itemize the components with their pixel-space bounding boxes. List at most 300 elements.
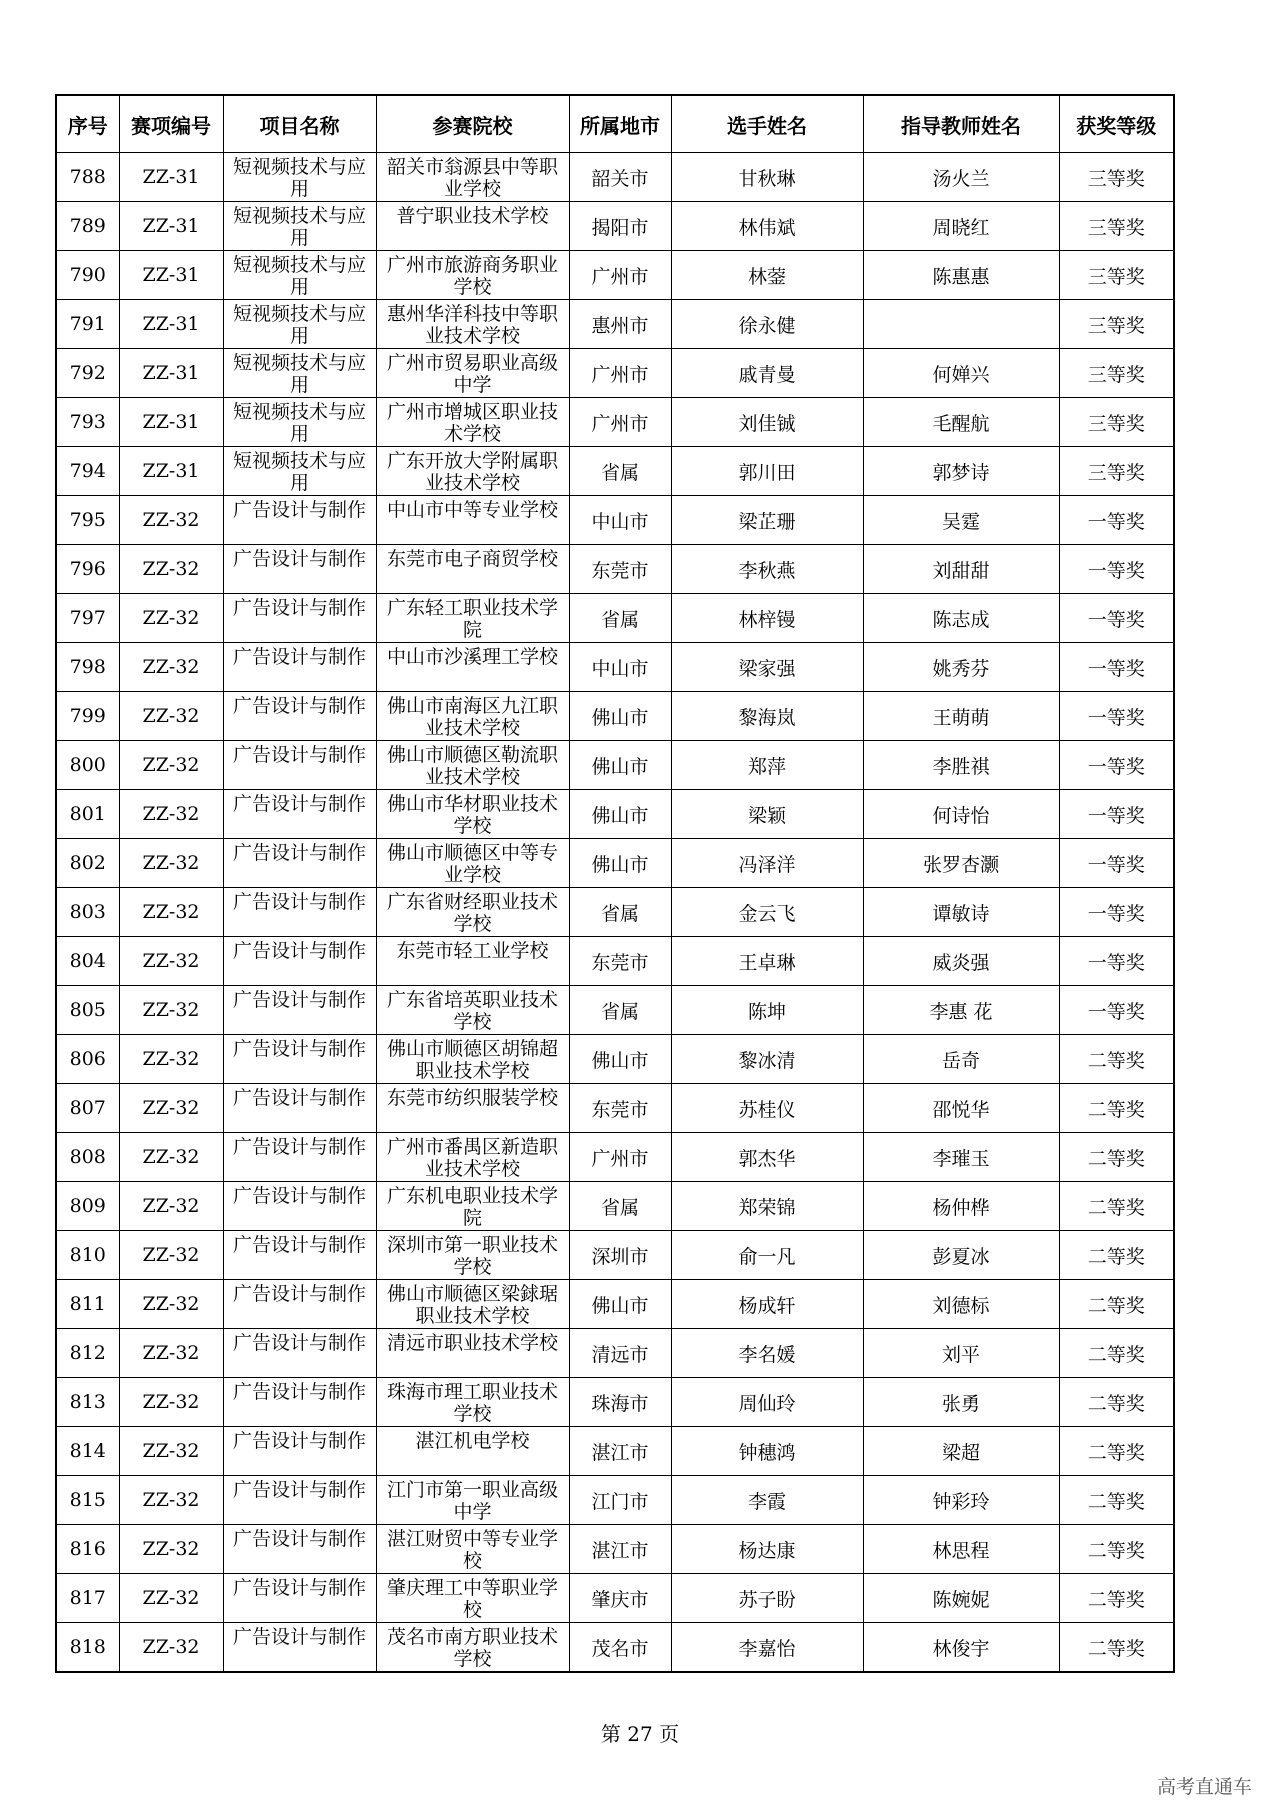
cell-event-code: ZZ-32	[119, 1574, 223, 1623]
cell-index: 810	[56, 1231, 119, 1280]
cell-award: 一等奖	[1059, 741, 1174, 790]
cell-school-text: 湛江财贸中等专业学校	[386, 1527, 558, 1572]
cell-teacher: 刘平	[863, 1329, 1059, 1378]
cell-teacher: 李惠 花	[863, 986, 1059, 1035]
cell-event-code: ZZ-32	[119, 1035, 223, 1084]
cell-award: 一等奖	[1059, 790, 1174, 839]
cell-teacher: 陈志成	[863, 594, 1059, 643]
cell-event-code: ZZ-32	[119, 1378, 223, 1427]
cell-event-name-text: 广告设计与制作	[232, 841, 366, 864]
cell-award: 二等奖	[1059, 1084, 1174, 1133]
header-row	[56, 95, 1174, 153]
cell-school	[376, 1525, 569, 1574]
cell-school-text: 江门市第一职业高级中学	[386, 1478, 558, 1523]
cell-event-name	[223, 202, 376, 251]
cell-event-code: ZZ-32	[119, 594, 223, 643]
cell-contestant: 李名媛	[671, 1329, 863, 1378]
cell-event-name-text: 广告设计与制作	[232, 1184, 366, 1207]
cell-event-name-text: 广告设计与制作	[232, 1478, 366, 1501]
cell-award: 一等奖	[1059, 986, 1174, 1035]
cell-teacher: 刘德标	[863, 1280, 1059, 1329]
cell-school-text: 佛山市顺德区梁銶琚职业技术学校	[386, 1282, 558, 1327]
cell-city: 佛山市	[569, 1280, 671, 1329]
cell-event-code: ZZ-32	[119, 692, 223, 741]
cell-school-text: 中山市沙溪理工学校	[386, 645, 558, 668]
cell-award: 二等奖	[1059, 1231, 1174, 1280]
cell-school-text: 广州市旅游商务职业学校	[386, 253, 558, 298]
cell-index: 792	[56, 349, 119, 398]
cell-teacher: 何婵兴	[863, 349, 1059, 398]
cell-event-code: ZZ-32	[119, 888, 223, 937]
cell-city: 湛江市	[569, 1427, 671, 1476]
cell-teacher: 张勇	[863, 1378, 1059, 1427]
cell-school	[376, 1035, 569, 1084]
cell-event-name-text: 广告设计与制作	[232, 1429, 366, 1452]
table-row	[56, 300, 1174, 349]
cell-index: 808	[56, 1133, 119, 1182]
cell-teacher: 邵悦华	[863, 1084, 1059, 1133]
cell-city: 惠州市	[569, 300, 671, 349]
cell-event-code: ZZ-32	[119, 1133, 223, 1182]
cell-contestant: 陈坤	[671, 986, 863, 1035]
cell-teacher: 林思程	[863, 1525, 1059, 1574]
cell-event-code: ZZ-32	[119, 937, 223, 986]
table-row	[56, 1378, 1174, 1427]
table-row	[56, 202, 1174, 251]
cell-index: 816	[56, 1525, 119, 1574]
cell-event-name-text: 广告设计与制作	[232, 939, 366, 962]
cell-city: 江门市	[569, 1476, 671, 1525]
cell-event-name-text: 广告设计与制作	[232, 1625, 366, 1648]
cell-event-name	[223, 1476, 376, 1525]
cell-city: 广州市	[569, 1133, 671, 1182]
table-header	[56, 95, 1174, 153]
cell-event-code: ZZ-32	[119, 1084, 223, 1133]
cell-contestant: 周仙玲	[671, 1378, 863, 1427]
cell-event-code: ZZ-32	[119, 1280, 223, 1329]
table-row	[56, 496, 1174, 545]
table-row	[56, 888, 1174, 937]
cell-school	[376, 888, 569, 937]
cell-event-code: ZZ-32	[119, 1182, 223, 1231]
cell-teacher: 姚秀芬	[863, 643, 1059, 692]
cell-teacher: 汤火兰	[863, 153, 1059, 202]
cell-city: 东莞市	[569, 937, 671, 986]
cell-event-code: ZZ-31	[119, 251, 223, 300]
cell-teacher: 王萌萌	[863, 692, 1059, 741]
cell-contestant: 徐永健	[671, 300, 863, 349]
cell-teacher: 刘甜甜	[863, 545, 1059, 594]
cell-school-text: 肇庆理工中等职业学校	[386, 1576, 558, 1621]
cell-contestant: 梁家强	[671, 643, 863, 692]
cell-event-code: ZZ-31	[119, 447, 223, 496]
cell-event-code: ZZ-32	[119, 545, 223, 594]
cell-index: 803	[56, 888, 119, 937]
cell-event-name	[223, 398, 376, 447]
cell-event-name-text: 广告设计与制作	[232, 792, 366, 815]
table-row	[56, 790, 1174, 839]
cell-teacher	[863, 300, 1059, 349]
cell-event-name	[223, 1084, 376, 1133]
cell-school	[376, 1133, 569, 1182]
cell-school-text: 广东开放大学附属职业技术学校	[386, 449, 558, 494]
cell-event-name	[223, 1133, 376, 1182]
header-teacher: 指导教师姓名	[863, 95, 1059, 153]
cell-school-text: 清远市职业技术学校	[386, 1331, 558, 1354]
cell-event-code: ZZ-32	[119, 1525, 223, 1574]
cell-school	[376, 300, 569, 349]
cell-event-name-text: 广告设计与制作	[232, 743, 366, 766]
cell-event-name	[223, 1378, 376, 1427]
cell-city: 茂名市	[569, 1623, 671, 1673]
cell-school-text: 广东省培英职业技术学校	[386, 988, 558, 1033]
cell-city: 广州市	[569, 349, 671, 398]
cell-event-name-text: 短视频技术与应用	[232, 351, 366, 396]
cell-event-code: ZZ-32	[119, 643, 223, 692]
cell-award: 一等奖	[1059, 496, 1174, 545]
cell-index: 811	[56, 1280, 119, 1329]
cell-index: 812	[56, 1329, 119, 1378]
cell-contestant: 黎海岚	[671, 692, 863, 741]
cell-city: 佛山市	[569, 1035, 671, 1084]
cell-school-text: 佛山市南海区九江职业技术学校	[386, 694, 558, 739]
cell-event-name-text: 广告设计与制作	[232, 596, 366, 619]
cell-contestant: 林梓镘	[671, 594, 863, 643]
cell-award: 一等奖	[1059, 888, 1174, 937]
cell-teacher: 林俊宇	[863, 1623, 1059, 1673]
cell-event-name	[223, 937, 376, 986]
cell-school-text: 东莞市轻工业学校	[396, 939, 549, 962]
cell-award: 一等奖	[1059, 643, 1174, 692]
cell-index: 790	[56, 251, 119, 300]
cell-event-name	[223, 839, 376, 888]
cell-city: 肇庆市	[569, 1574, 671, 1623]
cell-award: 二等奖	[1059, 1133, 1174, 1182]
cell-index: 802	[56, 839, 119, 888]
cell-school-text: 广东机电职业技术学院	[386, 1184, 558, 1229]
cell-city: 广州市	[569, 398, 671, 447]
table-row	[56, 545, 1174, 594]
cell-teacher: 周晓红	[863, 202, 1059, 251]
cell-school	[376, 937, 569, 986]
cell-city: 省属	[569, 447, 671, 496]
cell-event-code: ZZ-31	[119, 202, 223, 251]
table-row	[56, 643, 1174, 692]
cell-school	[376, 741, 569, 790]
cell-school	[376, 251, 569, 300]
cell-award: 三等奖	[1059, 202, 1174, 251]
cell-award: 三等奖	[1059, 398, 1174, 447]
cell-school	[376, 153, 569, 202]
cell-school	[376, 1378, 569, 1427]
cell-school-text: 广州市番禺区新造职业技术学校	[386, 1135, 558, 1180]
cell-event-name-text: 短视频技术与应用	[232, 253, 366, 298]
cell-index: 800	[56, 741, 119, 790]
cell-city: 省属	[569, 1182, 671, 1231]
cell-event-name-text: 短视频技术与应用	[232, 302, 366, 347]
cell-index: 809	[56, 1182, 119, 1231]
table-row	[56, 937, 1174, 986]
cell-event-name	[223, 1525, 376, 1574]
cell-school-text: 广东轻工职业技术学院	[386, 596, 558, 641]
cell-event-name-text: 广告设计与制作	[232, 1135, 366, 1158]
cell-event-name	[223, 790, 376, 839]
cell-school-text: 普宁职业技术学校	[396, 204, 549, 227]
cell-contestant: 王卓琳	[671, 937, 863, 986]
cell-award: 一等奖	[1059, 839, 1174, 888]
cell-school	[376, 790, 569, 839]
cell-contestant: 林蓥	[671, 251, 863, 300]
award-table	[55, 94, 1175, 1673]
cell-event-code: ZZ-32	[119, 1329, 223, 1378]
cell-city: 中山市	[569, 496, 671, 545]
cell-contestant: 杨成轩	[671, 1280, 863, 1329]
cell-school-text: 惠州华洋科技中等职业技术学校	[386, 302, 558, 347]
table-row	[56, 839, 1174, 888]
cell-event-code: ZZ-32	[119, 1623, 223, 1673]
cell-city: 东莞市	[569, 545, 671, 594]
table-row	[56, 398, 1174, 447]
cell-contestant: 林伟斌	[671, 202, 863, 251]
cell-event-name	[223, 643, 376, 692]
cell-award: 三等奖	[1059, 447, 1174, 496]
cell-contestant: 刘佳铖	[671, 398, 863, 447]
header-school: 参赛院校	[376, 95, 569, 153]
cell-index: 814	[56, 1427, 119, 1476]
cell-city: 佛山市	[569, 741, 671, 790]
cell-award: 二等奖	[1059, 1035, 1174, 1084]
cell-event-name	[223, 1231, 376, 1280]
cell-event-name-text: 广告设计与制作	[232, 890, 366, 913]
cell-event-code: ZZ-32	[119, 986, 223, 1035]
cell-event-code: ZZ-32	[119, 790, 223, 839]
cell-city: 佛山市	[569, 790, 671, 839]
cell-event-name	[223, 300, 376, 349]
cell-index: 807	[56, 1084, 119, 1133]
cell-index: 806	[56, 1035, 119, 1084]
watermark: 高考直通车	[1156, 1776, 1252, 1798]
cell-event-name	[223, 986, 376, 1035]
cell-school	[376, 496, 569, 545]
cell-index: 799	[56, 692, 119, 741]
cell-contestant: 李嘉怡	[671, 1623, 863, 1673]
cell-school	[376, 986, 569, 1035]
cell-event-name	[223, 251, 376, 300]
cell-contestant: 李秋燕	[671, 545, 863, 594]
cell-contestant: 钟穗鸿	[671, 1427, 863, 1476]
cell-event-name-text: 广告设计与制作	[232, 498, 366, 521]
cell-school	[376, 1329, 569, 1378]
cell-school	[376, 1182, 569, 1231]
cell-contestant: 戚青曼	[671, 349, 863, 398]
cell-teacher: 谭敏诗	[863, 888, 1059, 937]
cell-event-name-text: 广告设计与制作	[232, 694, 366, 717]
cell-index: 797	[56, 594, 119, 643]
header-event-name: 项目名称	[223, 95, 376, 153]
cell-index: 795	[56, 496, 119, 545]
cell-index: 789	[56, 202, 119, 251]
cell-school-text: 佛山市顺德区中等专业学校	[386, 841, 558, 886]
cell-award: 二等奖	[1059, 1378, 1174, 1427]
cell-event-name-text: 广告设计与制作	[232, 1380, 366, 1403]
cell-school	[376, 545, 569, 594]
cell-city: 湛江市	[569, 1525, 671, 1574]
cell-index: 796	[56, 545, 119, 594]
cell-event-name-text: 短视频技术与应用	[232, 204, 366, 249]
table-row	[56, 741, 1174, 790]
cell-award: 三等奖	[1059, 300, 1174, 349]
cell-contestant: 苏桂仪	[671, 1084, 863, 1133]
cell-event-name-text: 广告设计与制作	[232, 1576, 366, 1599]
cell-event-name-text: 广告设计与制作	[232, 1233, 366, 1256]
cell-event-name	[223, 1574, 376, 1623]
cell-event-name	[223, 692, 376, 741]
cell-event-code: ZZ-31	[119, 153, 223, 202]
cell-event-name-text: 广告设计与制作	[232, 988, 366, 1011]
table-row	[56, 1525, 1174, 1574]
cell-school-text: 东莞市纺织服装学校	[386, 1086, 558, 1109]
cell-city: 韶关市	[569, 153, 671, 202]
cell-event-code: ZZ-32	[119, 1427, 223, 1476]
cell-contestant: 俞一凡	[671, 1231, 863, 1280]
cell-award: 三等奖	[1059, 349, 1174, 398]
cell-school-text: 佛山市顺德区勒流职业技术学校	[386, 743, 558, 788]
cell-contestant: 金云飞	[671, 888, 863, 937]
cell-event-name-text: 广告设计与制作	[232, 1527, 366, 1550]
cell-event-name	[223, 349, 376, 398]
cell-contestant: 甘秋琳	[671, 153, 863, 202]
cell-city: 珠海市	[569, 1378, 671, 1427]
cell-index: 815	[56, 1476, 119, 1525]
cell-school	[376, 839, 569, 888]
cell-award: 二等奖	[1059, 1574, 1174, 1623]
cell-city: 佛山市	[569, 839, 671, 888]
cell-event-name	[223, 1623, 376, 1673]
cell-event-code: ZZ-31	[119, 349, 223, 398]
table-row	[56, 1623, 1174, 1673]
cell-city: 清远市	[569, 1329, 671, 1378]
cell-event-code: ZZ-31	[119, 398, 223, 447]
cell-school-text: 广州市贸易职业高级中学	[386, 351, 558, 396]
cell-school	[376, 1476, 569, 1525]
cell-event-name	[223, 1280, 376, 1329]
cell-award: 二等奖	[1059, 1623, 1174, 1673]
header-award: 获奖等级	[1059, 95, 1174, 153]
cell-school-text: 韶关市翁源县中等职业学校	[386, 155, 558, 200]
cell-teacher: 威炎强	[863, 937, 1059, 986]
cell-teacher: 张罗杏灏	[863, 839, 1059, 888]
cell-event-name-text: 广告设计与制作	[232, 1331, 366, 1354]
cell-award: 二等奖	[1059, 1280, 1174, 1329]
table-row	[56, 1280, 1174, 1329]
cell-event-name	[223, 594, 376, 643]
table-row	[56, 1329, 1174, 1378]
header-city: 所属地市	[569, 95, 671, 153]
cell-event-code: ZZ-32	[119, 1476, 223, 1525]
cell-contestant: 苏子盼	[671, 1574, 863, 1623]
cell-event-name-text: 广告设计与制作	[232, 1282, 366, 1305]
cell-event-code: ZZ-32	[119, 496, 223, 545]
cell-city: 省属	[569, 888, 671, 937]
cell-event-name-text: 短视频技术与应用	[232, 400, 366, 445]
cell-event-name-text: 短视频技术与应用	[232, 155, 366, 200]
cell-teacher: 梁超	[863, 1427, 1059, 1476]
cell-teacher: 郭梦诗	[863, 447, 1059, 496]
cell-school-text: 广州市增城区职业技术学校	[386, 400, 558, 445]
cell-teacher: 钟彩玲	[863, 1476, 1059, 1525]
table-row	[56, 1476, 1174, 1525]
header-index: 序号	[56, 95, 119, 153]
cell-city: 广州市	[569, 251, 671, 300]
cell-award: 三等奖	[1059, 153, 1174, 202]
table-row	[56, 1035, 1174, 1084]
cell-award: 二等奖	[1059, 1329, 1174, 1378]
cell-event-name	[223, 447, 376, 496]
cell-school	[376, 594, 569, 643]
cell-school	[376, 1084, 569, 1133]
table-row	[56, 594, 1174, 643]
cell-school	[376, 1427, 569, 1476]
cell-index: 818	[56, 1623, 119, 1673]
cell-school	[376, 202, 569, 251]
table-row	[56, 1133, 1174, 1182]
cell-school	[376, 1574, 569, 1623]
cell-award: 一等奖	[1059, 594, 1174, 643]
table-row	[56, 349, 1174, 398]
cell-teacher: 李胜祺	[863, 741, 1059, 790]
table-row	[56, 251, 1174, 300]
cell-index: 813	[56, 1378, 119, 1427]
table-row	[56, 1427, 1174, 1476]
cell-teacher: 岳奇	[863, 1035, 1059, 1084]
cell-index: 794	[56, 447, 119, 496]
cell-index: 801	[56, 790, 119, 839]
cell-event-name-text: 广告设计与制作	[232, 1086, 366, 1109]
cell-school-text: 佛山市华材职业技术学校	[386, 792, 558, 837]
cell-contestant: 梁芷珊	[671, 496, 863, 545]
table-row	[56, 1574, 1174, 1623]
cell-school-text: 广东省财经职业技术学校	[386, 890, 558, 935]
header-event-code: 赛项编号	[119, 95, 223, 153]
cell-teacher: 杨仲桦	[863, 1182, 1059, 1231]
cell-school	[376, 447, 569, 496]
cell-event-code: ZZ-31	[119, 300, 223, 349]
cell-teacher: 陈婉妮	[863, 1574, 1059, 1623]
cell-event-name	[223, 496, 376, 545]
cell-event-name	[223, 1035, 376, 1084]
cell-school-text: 茂名市南方职业技术学校	[386, 1625, 558, 1670]
cell-school	[376, 692, 569, 741]
cell-contestant: 梁颖	[671, 790, 863, 839]
cell-event-name	[223, 1427, 376, 1476]
table-row	[56, 692, 1174, 741]
cell-school-text: 珠海市理工职业技术学校	[386, 1380, 558, 1425]
cell-school	[376, 1231, 569, 1280]
cell-contestant: 李霞	[671, 1476, 863, 1525]
cell-award: 一等奖	[1059, 545, 1174, 594]
cell-index: 817	[56, 1574, 119, 1623]
cell-award: 二等奖	[1059, 1182, 1174, 1231]
cell-award: 二等奖	[1059, 1476, 1174, 1525]
cell-contestant: 黎冰清	[671, 1035, 863, 1084]
cell-event-name-text: 广告设计与制作	[232, 645, 366, 668]
cell-city: 佛山市	[569, 692, 671, 741]
cell-event-name-text: 广告设计与制作	[232, 547, 366, 570]
table-row	[56, 1231, 1174, 1280]
cell-school-text: 湛江机电学校	[415, 1429, 530, 1452]
cell-city: 省属	[569, 594, 671, 643]
page-number: 第 27 页	[600, 1722, 680, 1746]
